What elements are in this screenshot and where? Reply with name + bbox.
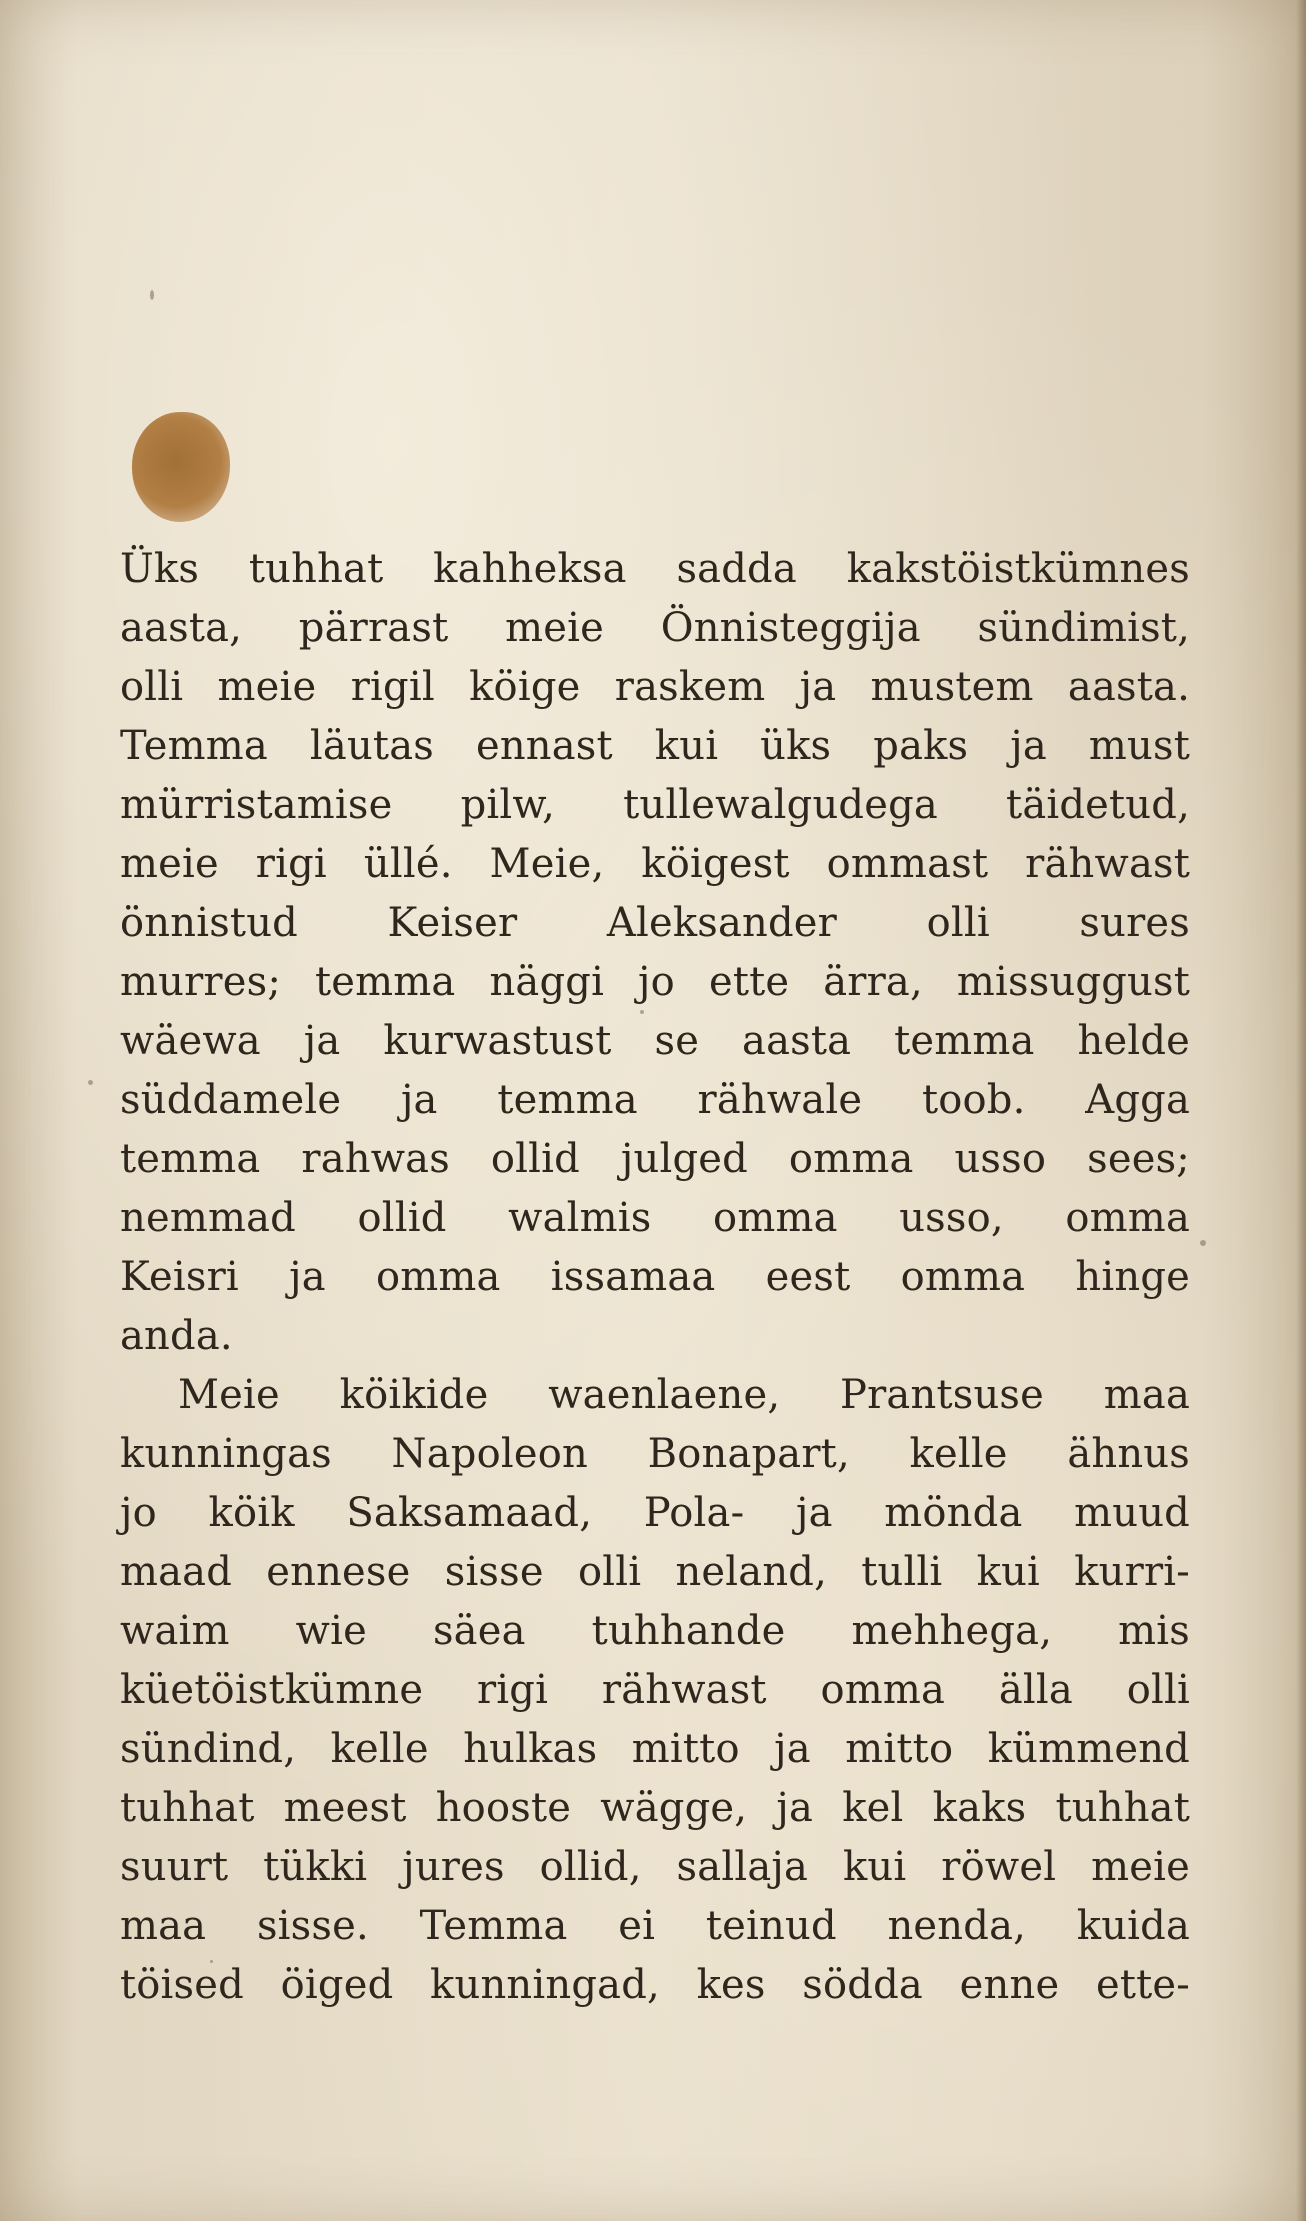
- paragraph-1: [120, 540, 1190, 1366]
- paragraph-2: [120, 1366, 1190, 2015]
- text-line: sündind, kelle hulkas mitto ja mitto kümmend: [120, 1726, 1190, 1772]
- text-line: kunningas Napoleon Bonapart, kelle ähnus: [120, 1431, 1190, 1477]
- page-text: [120, 540, 1190, 2015]
- text-line: Üks tuhhat kahheksa sadda kakstöistkümnes: [120, 546, 1190, 592]
- text-line: maa sisse. Temma ei teinud nenda, kuida: [120, 1903, 1190, 1949]
- text-line: murres; temma näggi jo ette ärra, missuggust: [120, 959, 1190, 1005]
- text-line: aasta, pärrast meie Önnisteggija sündimist,: [120, 605, 1190, 651]
- page-edge-shadow: [1296, 0, 1306, 2221]
- text-line: Temma läutas ennast kui üks paks ja must: [120, 723, 1190, 769]
- text-line: Meie köikide waenlaene, Prantsuse maa: [178, 1372, 1190, 1418]
- text-line: suurt tükki jures ollid, sallaja kui röwel meie: [120, 1844, 1190, 1890]
- text-line: töised öiged kunningad, kes södda enne ette-: [120, 1962, 1190, 2008]
- text-line: temma rahwas ollid julged omma usso sees;: [120, 1136, 1190, 1182]
- paper-speck: [150, 290, 154, 300]
- text-line: önnistud Keiser Aleksander olli sures: [120, 900, 1190, 946]
- ink-stain: [132, 412, 230, 522]
- paper-speck: [1200, 1240, 1206, 1246]
- text-line: anda.: [120, 1313, 233, 1359]
- text-line: küetöistkümne rigi rähwast omma älla olli: [120, 1667, 1190, 1713]
- text-line: meie rigi üllé. Meie, köigest ommast rähwast: [120, 841, 1190, 887]
- text-line: Keisri ja omma issamaa eest omma hinge: [120, 1254, 1190, 1300]
- text-line: tuhhat meest hooste wägge, ja kel kaks tuhhat: [120, 1785, 1190, 1831]
- text-line: süddamele ja temma rähwale toob. Agga: [120, 1077, 1190, 1123]
- text-line: waim wie säea tuhhande mehhega, mis: [120, 1608, 1190, 1654]
- text-line: mürristamise pilw, tullewalgudega täidetud,: [120, 782, 1190, 828]
- text-line: wäewa ja kurwastust se aasta temma helde: [120, 1018, 1190, 1064]
- text-line: nemmad ollid walmis omma usso, omma: [120, 1195, 1190, 1241]
- text-line: olli meie rigil köige raskem ja mustem aasta.: [120, 664, 1190, 710]
- paper-speck: [88, 1080, 93, 1085]
- text-line: maad ennese sisse olli neland, tulli kui kurri-: [120, 1549, 1190, 1595]
- text-line: jo köik Saksamaad, Pola- ja mönda muud: [120, 1490, 1190, 1536]
